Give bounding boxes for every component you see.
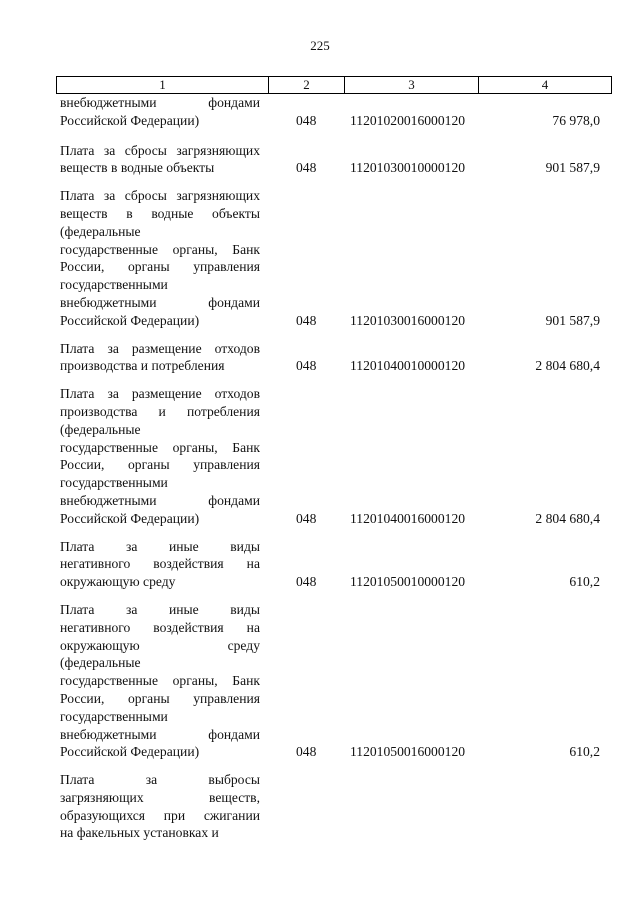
table-body bbox=[60, 94, 600, 852]
budget-item-name-line: внебюджетными фондами bbox=[60, 492, 260, 508]
budget-item-name-line: (федеральные bbox=[60, 223, 141, 239]
budget-item-name-line: государственные органы, Банк bbox=[60, 241, 260, 257]
admin-code: 048 bbox=[296, 510, 317, 526]
budget-classification-code: 11201050010000120 bbox=[350, 574, 466, 590]
budget-item-name-line: Российской Федерации) bbox=[60, 744, 200, 760]
budget-item-name-line: загрязняющих веществ, bbox=[60, 789, 260, 805]
budget-item-name-line: веществ в водные объекты bbox=[60, 205, 260, 221]
budget-item-name-line: образующихся при сжигании bbox=[60, 807, 260, 823]
budget-item-name-line: Плата за размещение отходов bbox=[60, 386, 260, 402]
budget-classification-code: 11201020016000120 bbox=[350, 112, 466, 128]
budget-item-name-line: России, органы управления bbox=[60, 457, 260, 473]
budget-item-name-line: (федеральные bbox=[60, 421, 141, 437]
budget-item-name-line: негативного воздействия на bbox=[60, 619, 260, 635]
budget-item-name bbox=[60, 385, 260, 527]
budget-item-name bbox=[60, 538, 260, 591]
budget-item-name-line: Плата за размещение отходов bbox=[60, 340, 260, 356]
budget-classification-code: 11201040016000120 bbox=[350, 510, 466, 526]
budget-item-name-line: на факельных установках и bbox=[60, 825, 219, 841]
budget-item-name bbox=[60, 601, 260, 761]
budget-item-name-line: России, органы управления bbox=[60, 259, 260, 275]
column-header-1: 1 bbox=[57, 77, 269, 93]
budget-classification-code: 11201030016000120 bbox=[350, 312, 466, 328]
table-header bbox=[56, 76, 612, 94]
budget-item-name-line: государственные органы, Банк bbox=[60, 439, 260, 455]
amount: 76 978,0 bbox=[552, 112, 600, 128]
budget-item-name-line: (федеральные bbox=[60, 655, 141, 671]
budget-item-name bbox=[60, 771, 260, 842]
column-header-3: 3 bbox=[345, 77, 479, 93]
budget-item-name-line: внебюджетными фондами bbox=[60, 294, 260, 310]
budget-classification-code: 11201030010000120 bbox=[350, 160, 466, 176]
budget-classification-code: 11201040010000120 bbox=[350, 358, 466, 374]
admin-code: 048 bbox=[296, 312, 317, 328]
budget-item-name-line: Российской Федерации) bbox=[60, 312, 200, 328]
admin-code: 048 bbox=[296, 574, 317, 590]
budget-item-name-line: Плата за иные виды bbox=[60, 601, 260, 617]
table-row bbox=[60, 771, 600, 842]
table-row bbox=[60, 142, 600, 178]
page-number: 225 bbox=[310, 38, 330, 53]
budget-item-name bbox=[60, 340, 260, 376]
admin-code: 048 bbox=[296, 744, 317, 760]
admin-code: 048 bbox=[296, 358, 317, 374]
column-header-2: 2 bbox=[269, 77, 345, 93]
budget-item-name-line: Плата за выбросы bbox=[60, 772, 260, 788]
budget-item-name bbox=[60, 142, 260, 178]
table-row bbox=[60, 538, 600, 591]
budget-item-name-line: Плата за сбросы загрязняющих bbox=[60, 188, 260, 204]
table-row bbox=[60, 340, 600, 376]
budget-item-name-line: государственные органы, Банк bbox=[60, 673, 260, 689]
table-row bbox=[60, 601, 600, 761]
budget-item-name-line: веществ в водные объекты bbox=[60, 160, 215, 176]
budget-item-name-line: окружающую среду bbox=[60, 574, 176, 590]
budget-item-name-line: государственными bbox=[60, 475, 168, 491]
budget-item-name-line: внебюджетными фондами bbox=[60, 95, 260, 110]
budget-item-name-line: Российской Федерации) bbox=[60, 112, 200, 128]
budget-item-name-line: внебюджетными фондами bbox=[60, 726, 260, 742]
column-header-4: 4 bbox=[541, 77, 549, 92]
amount: 610,2 bbox=[569, 574, 600, 590]
budget-item-name bbox=[60, 187, 260, 329]
budget-item-name-line: государственными bbox=[60, 708, 168, 724]
budget-item-name-line: производства и потребления bbox=[60, 403, 260, 419]
table-row bbox=[60, 385, 600, 527]
budget-item-name-line: России, органы управления bbox=[60, 690, 260, 706]
amount: 610,2 bbox=[569, 744, 600, 760]
budget-item-name-line: окружающую среду bbox=[60, 637, 260, 653]
budget-item-name-line: Российской Федерации) bbox=[60, 510, 200, 526]
amount: 2 804 680,4 bbox=[535, 510, 600, 526]
admin-code: 048 bbox=[296, 160, 317, 176]
budget-item-name bbox=[60, 94, 260, 130]
amount: 901 587,9 bbox=[545, 160, 600, 176]
amount: 2 804 680,4 bbox=[535, 358, 600, 374]
budget-item-name-line: Плата за сбросы загрязняющих bbox=[60, 142, 260, 158]
budget-classification-code: 11201050016000120 bbox=[350, 744, 466, 760]
admin-code: 048 bbox=[296, 112, 317, 128]
budget-item-name-line: государственными bbox=[60, 277, 168, 293]
budget-item-name-line: производства и потребления bbox=[60, 358, 225, 374]
budget-item-name-line: Плата за иные виды bbox=[60, 538, 260, 554]
table-row bbox=[60, 94, 600, 130]
amount: 901 587,9 bbox=[545, 312, 600, 328]
table-row bbox=[60, 187, 600, 329]
budget-item-name-line: негативного воздействия на bbox=[60, 556, 260, 572]
